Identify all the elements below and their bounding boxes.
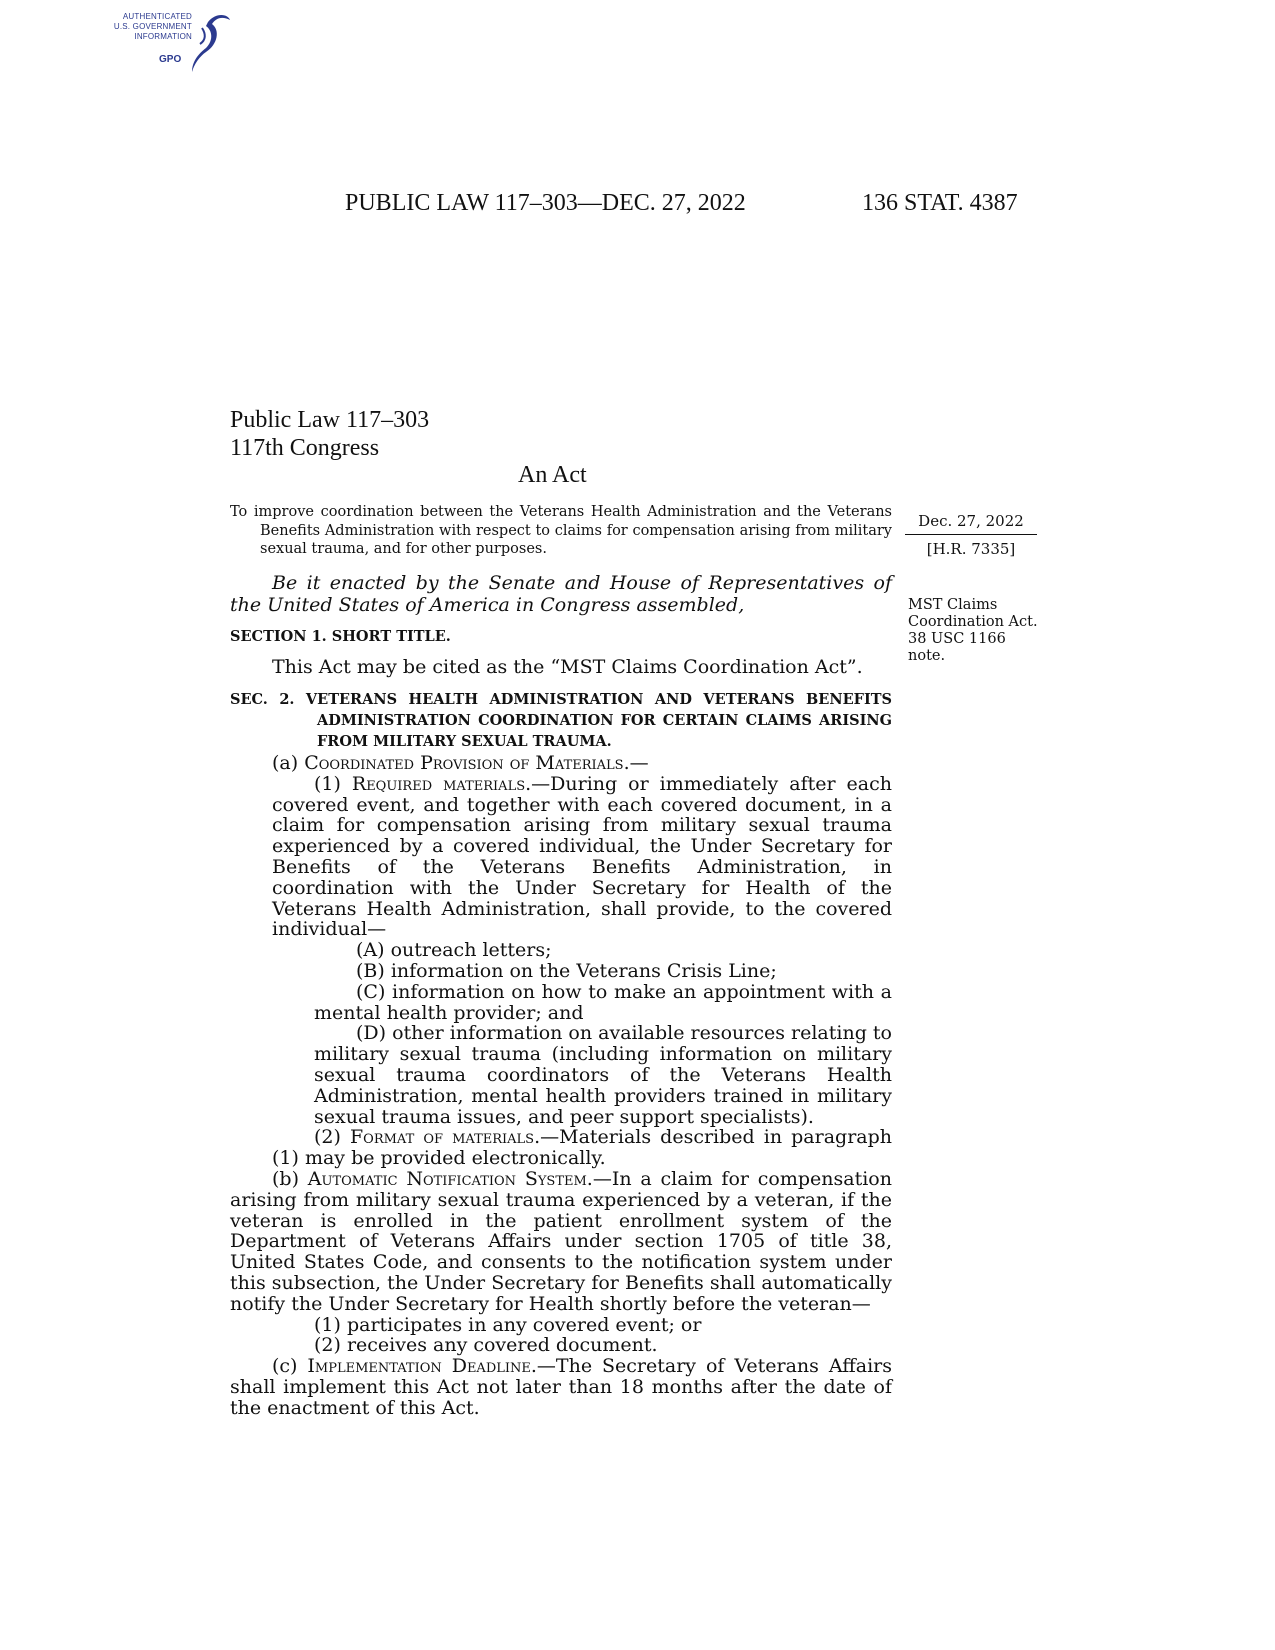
an-act-heading: An Act xyxy=(518,462,587,488)
paragraph-text: —During or immediately after each covered event, and together with each covered document, in a claim for compensation arising from military sexual trauma experienced by a covered individual, the Under Secretary for Benefits of the Veterans Benefits Administration, in coordination with the Under Secretary for Health of the Veterans Health Administration, shall provide, to the covered individual— xyxy=(272,772,892,941)
section-2-heading: SEC. 2. VETERANS HEALTH ADMINISTRATION AND VETERANS BENEFITS ADMINISTRATION COORDINATION FOR CERTAIN CLAIMS ARISING FROM MILITARY SEXUAL TRAUMA. xyxy=(230,691,892,750)
subsection-b xyxy=(230,1169,892,1315)
clause-a1D: (D) other information on available resources relating to military sexual trauma (including information on military sexual trauma coordinators of the Veterans Health Administration, mental health providers trained in military sexual trauma issues, and peer support specialists). xyxy=(314,1022,892,1128)
short-title-text: This Act may be cited as the “MST Claims Coordination Act”. xyxy=(272,656,863,678)
margin-note-line: note. xyxy=(908,648,946,664)
clause-a1B: (B) information on the Veterans Crisis Line; xyxy=(356,959,777,982)
section-1-heading: SECTION 1. SHORT TITLE. xyxy=(230,628,451,645)
subsection-c xyxy=(230,1356,892,1418)
margin-date: Dec. 27, 2022 xyxy=(905,512,1037,535)
logo-line-1: AUTHENTICATED xyxy=(122,12,192,21)
purpose-text: To improve coordination between the Veterans Health Administration and the Veterans Benefits Administration with respect to claims for compensation arising from military sexual trauma, and for other purposes. xyxy=(230,504,892,558)
margin-date-block xyxy=(905,512,1037,558)
running-head-right: 136 STAT. 4387 xyxy=(862,190,1018,216)
paragraph-a1 xyxy=(230,774,892,940)
dash: — xyxy=(629,752,649,774)
paragraph-b2: (2) receives any covered document. xyxy=(314,1334,658,1357)
margin-note-line: MST Claims xyxy=(908,597,998,613)
paragraph-text: —Materials described in paragraph (1) may be provided electronically. xyxy=(272,1126,893,1170)
subsection-heading: Automatic Notification System. xyxy=(307,1167,593,1190)
subsection-heading: Coordinated Provision of Materials. xyxy=(304,752,630,774)
logo-line-3: INFORMATION xyxy=(134,32,192,41)
paragraph-a2 xyxy=(230,1127,892,1169)
gpo-word: GPO xyxy=(159,54,182,65)
public-law-number: Public Law 117–303 xyxy=(230,407,430,433)
running-head-left: PUBLIC LAW 117–303—DEC. 27, 2022 xyxy=(345,190,746,216)
subsection-a xyxy=(230,753,892,774)
paragraph-heading: Format of materials. xyxy=(349,1126,541,1149)
paragraph-label: (2) xyxy=(314,1126,350,1149)
law-title-block xyxy=(230,406,429,462)
paragraph-heading: Required materials. xyxy=(351,772,532,795)
purpose-statement xyxy=(230,503,892,559)
paragraph-b1: (1) participates in any covered event; or xyxy=(314,1313,702,1336)
margin-note-line: Coordination Act. xyxy=(908,614,1038,630)
margin-bill-number: [H.R. 7335] xyxy=(926,540,1016,558)
subsection-label: (a) xyxy=(272,752,305,774)
clause-a1C: (C) information on how to make an appointment with a mental health provider; and xyxy=(314,980,892,1024)
subsection-label: (b) xyxy=(272,1167,308,1190)
subsection-text: —The Secretary of Veterans Affairs shall implement this Act not later than 18 months after the date of the enactment of this Act. xyxy=(230,1355,892,1419)
margin-note-line: 38 USC 1166 xyxy=(908,631,1006,647)
margin-note xyxy=(908,597,1038,665)
enacting-clause: Be it enacted by the Senate and House of Representatives of the United States of America in Congress assembled, xyxy=(230,572,892,616)
logo-line-2: U.S. GOVERNMENT xyxy=(113,22,192,31)
subsection-heading: Implementation Deadline. xyxy=(307,1355,537,1378)
gpo-authentication-logo xyxy=(92,8,232,76)
clause-a1A: (A) outreach letters; xyxy=(356,939,552,962)
paragraph-label: (1) xyxy=(314,772,352,795)
section-2-body xyxy=(230,753,892,1419)
subsection-label: (c) xyxy=(272,1355,308,1378)
congress-number: 117th Congress xyxy=(230,435,380,461)
subsection-text: —In a claim for compensation arising from military sexual trauma experienced by a veteran, if the veteran is enrolled in the patient enrollment system of the Department of Veterans Affairs under section 1705 of title 38, United States Code, and consents to the notification system under this subsection, the Under Secretary for Benefits shall automatically notify the Under Secretary for Health shortly before the veteran— xyxy=(230,1167,892,1315)
eagle-icon xyxy=(172,8,232,76)
